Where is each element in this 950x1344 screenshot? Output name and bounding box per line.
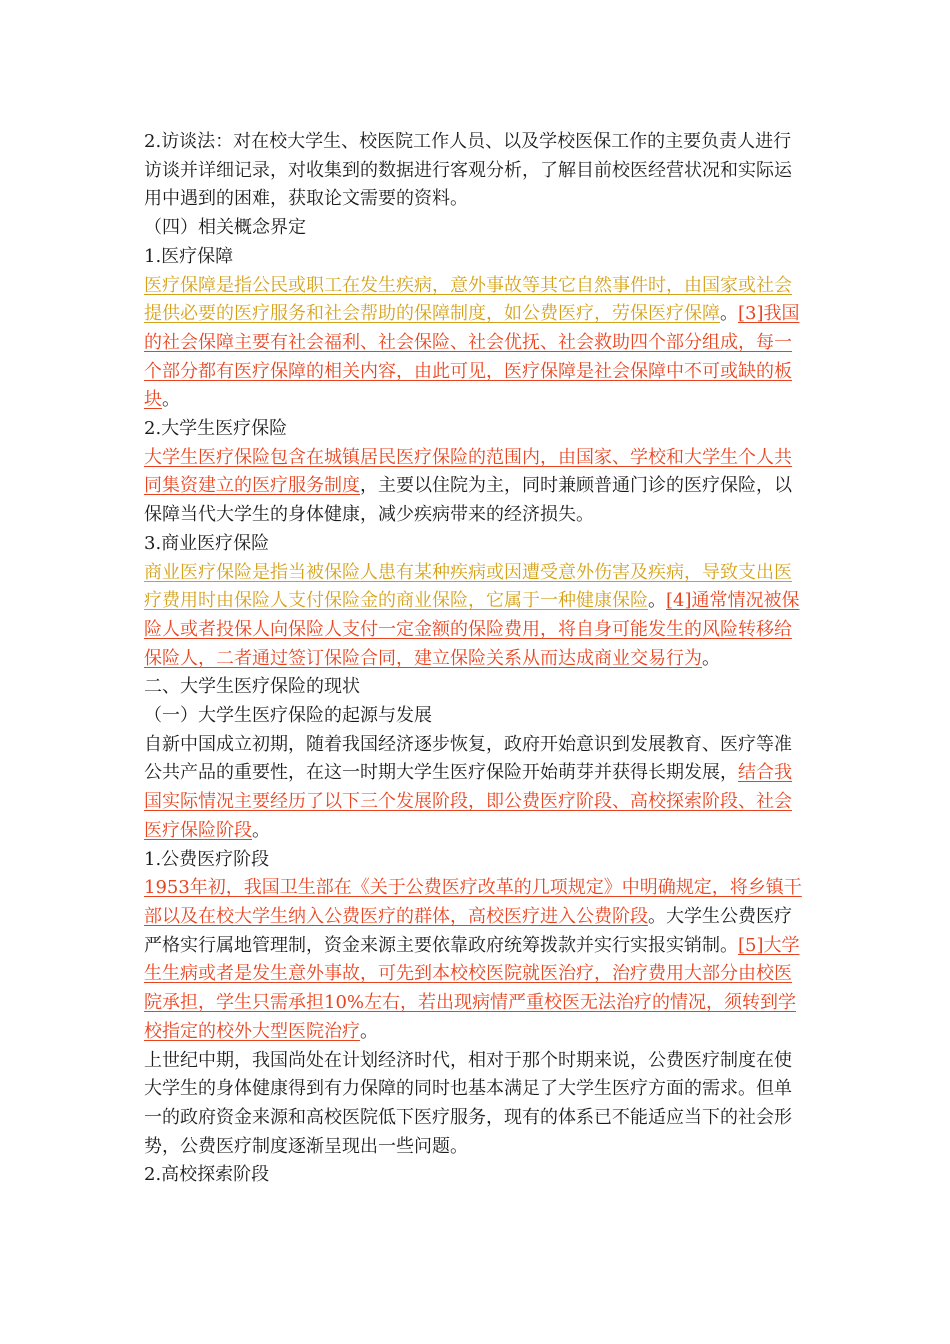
highlighted-text-red: [4]通常情况被保险人或者投保人向保险人支付一定金额的保险费用，将自身可能发生的风险转移给保险人，二者通过签订保险合同，建立保险关系从而达成商业交易行为 xyxy=(144,590,800,669)
text-segment: 。 xyxy=(702,647,720,669)
text-segment: 3.商业医疗保险 xyxy=(144,532,270,554)
text-segment: 2.访谈法：对在校大学生、校医院工作人员、以及学校医保工作的主要负责人进行访谈并详细记录，对收集到的数据进行客观分析，了解目前校医经营状况和实际运用中遇到的困难，获取论文需要的资料。 xyxy=(144,131,792,210)
text-segment: 。 xyxy=(162,389,180,411)
subheading-commercial-insurance xyxy=(144,530,808,559)
text-segment: 自新中国成立初期，随着我国经济逐步恢复，政府开始意识到发展教育、医疗等准公共产品的重要性，在这一时期大学生医疗保险开始萌芽并获得长期发展， xyxy=(144,733,792,784)
paragraph-origin-body xyxy=(144,731,808,846)
subheading-medical-security xyxy=(144,243,808,272)
highlighted-text-red: 1953年初，我国卫生部在《关于公费医疗改革的几项规定》中明确规定，将乡镇干部以及在校大学生纳入公费医疗的群体，高校医疗进入公费阶段 xyxy=(144,877,802,927)
highlighted-text-red: 大学生医疗保险包含在城镇居民医疗保险的范围内，由国家、学校和大学生个人共同集资建立的医疗服务制度 xyxy=(144,446,792,497)
highlighted-text-red: 结合我国实际情况主要经历了以下三个发展阶段，即公费医疗阶段、高校探索阶段、社会医疗保险阶段 xyxy=(144,762,792,841)
section-heading-origin xyxy=(144,702,808,731)
text-segment: 1.医疗保障 xyxy=(144,245,234,267)
paragraph-commercial-insurance-def xyxy=(144,559,808,674)
text-segment: （四）相关概念界定 xyxy=(144,217,306,239)
subheading-exploration xyxy=(144,1161,808,1190)
text-segment: 。大学生公费医疗严格实行属地管理制，资金来源主要依靠政府统筹拨款并实行实报实销制。 xyxy=(144,905,792,956)
text-segment: 。 xyxy=(648,590,666,612)
section-heading-concepts xyxy=(144,214,808,243)
highlighted-text-red: [3]我国的社会保障主要有社会福利、社会保险、社会优抚、社会救助四个部分组成，每一个部分都有医疗保障的相关内容，由此可见，医疗保障是社会保障中不可或缺的板块 xyxy=(144,303,800,411)
text-segment: 。 xyxy=(720,303,738,325)
paragraph-public-medical-body xyxy=(144,874,808,1046)
text-segment: 1.公费医疗阶段 xyxy=(144,848,270,870)
text-segment: （一）大学生医疗保险的起源与发展 xyxy=(144,705,432,727)
text-segment: 2.高校探索阶段 xyxy=(144,1164,270,1186)
text-segment: 上世纪中期，我国尚处在计划经济时代，相对于那个时期来说，公费医疗制度在使大学生的身体健康得到有力保障的同时也基本满足了大学生医疗方面的需求。但单一的政府资金来源和高校医院低下医疗服务，现有的体系已不能适应当下的社会形势，公费医疗制度逐渐呈现出一些问题。 xyxy=(144,1049,792,1157)
subheading-student-insurance xyxy=(144,415,808,444)
text-segment: ，主要以住院为主，同时兼顾普通门诊的医疗保险，以保障当代大学生的身体健康，减少疾病带来的经济损失。 xyxy=(144,475,792,526)
highlighted-text-red: [5]大学生生病或者是发生意外事故，可先到本校校医院就医治疗，治疗费用大部分由校医院承担，学生只需承担10%左右，若出现病情严重校医无法治疗的情况，须转到学校指定的校外大型医院治疗 xyxy=(144,934,800,1042)
paragraph-student-insurance-def xyxy=(144,444,808,530)
paragraph-interview-method xyxy=(144,128,808,214)
subheading-public-medical xyxy=(144,846,808,875)
highlighted-text-yellow: 医疗保障是指公民或职工在发生疾病，意外事故等其它自然事件时，由国家或社会提供必要的医疗服务和社会帮助的保障制度，如公费医疗，劳保医疗保障 xyxy=(144,274,792,325)
document-page xyxy=(144,128,808,1190)
paragraph-mid-century-body xyxy=(144,1047,808,1162)
text-segment: 。 xyxy=(252,819,270,841)
text-segment: 二、大学生医疗保险的现状 xyxy=(144,676,360,698)
section-heading-status xyxy=(144,673,808,702)
text-segment: 。 xyxy=(360,1020,378,1042)
highlighted-text-yellow: 商业医疗保险是指当被保险人患有某种疾病或因遭受意外伤害及疾病，导致支出医疗费用时由保险人支付保险金的商业保险，它属于一种健康保险 xyxy=(144,561,792,612)
text-segment: 2.大学生医疗保险 xyxy=(144,418,288,440)
paragraph-medical-security-def xyxy=(144,272,808,416)
